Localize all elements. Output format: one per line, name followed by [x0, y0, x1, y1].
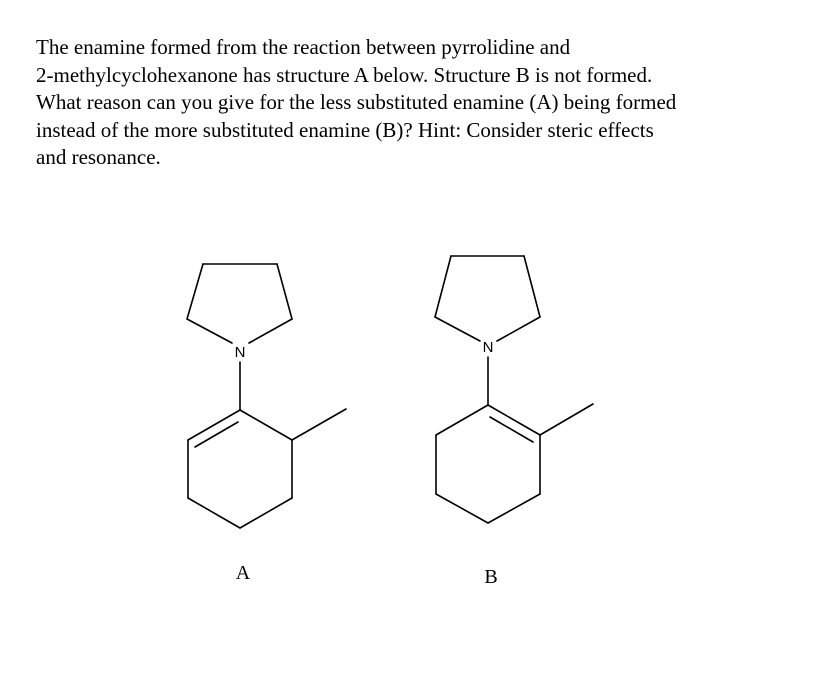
question-line: 2-methylcyclohexanone has structure A below. Structure B is not formed. [36, 62, 653, 87]
structure-a-cyclohexene-ring [188, 410, 292, 528]
bond [187, 264, 203, 319]
bond [488, 494, 540, 523]
structure-b-pyrrolidine-ring [435, 256, 540, 341]
bond [187, 319, 232, 343]
bond [524, 256, 540, 317]
structure-b-label: B [484, 566, 498, 588]
structure-b-nitrogen-label: N [482, 339, 494, 356]
structure-a-pyrrolidine-ring [187, 264, 292, 343]
bond [277, 264, 292, 319]
bond [435, 256, 451, 317]
bond [240, 410, 292, 440]
bond [497, 317, 540, 341]
bond [436, 405, 488, 435]
question-line: The enamine formed from the reaction between pyrrolidine and [36, 35, 571, 59]
structure-b-methyl-bond [540, 404, 593, 435]
double-bond-inner [490, 417, 533, 442]
question-line: What reason can you give for the less substituted enamine (A) being formed [36, 90, 677, 114]
structure-a-nitrogen-label: N [234, 344, 246, 361]
question-line: and resonance. [36, 145, 161, 169]
bond [249, 319, 292, 343]
structure-b [435, 256, 593, 588]
structure-a-label: A [235, 562, 251, 584]
question-line: instead of the more substituted enamine (B)? Hint: Consider steric effects [36, 117, 654, 142]
bond [240, 498, 292, 528]
double-bond-inner [195, 422, 238, 447]
bond [435, 317, 480, 341]
structure-a-methyl-bond [292, 409, 346, 440]
structure-a [187, 264, 346, 584]
bond [188, 498, 240, 528]
structure-b-cyclohexene-ring [436, 405, 540, 523]
bond [436, 494, 488, 523]
